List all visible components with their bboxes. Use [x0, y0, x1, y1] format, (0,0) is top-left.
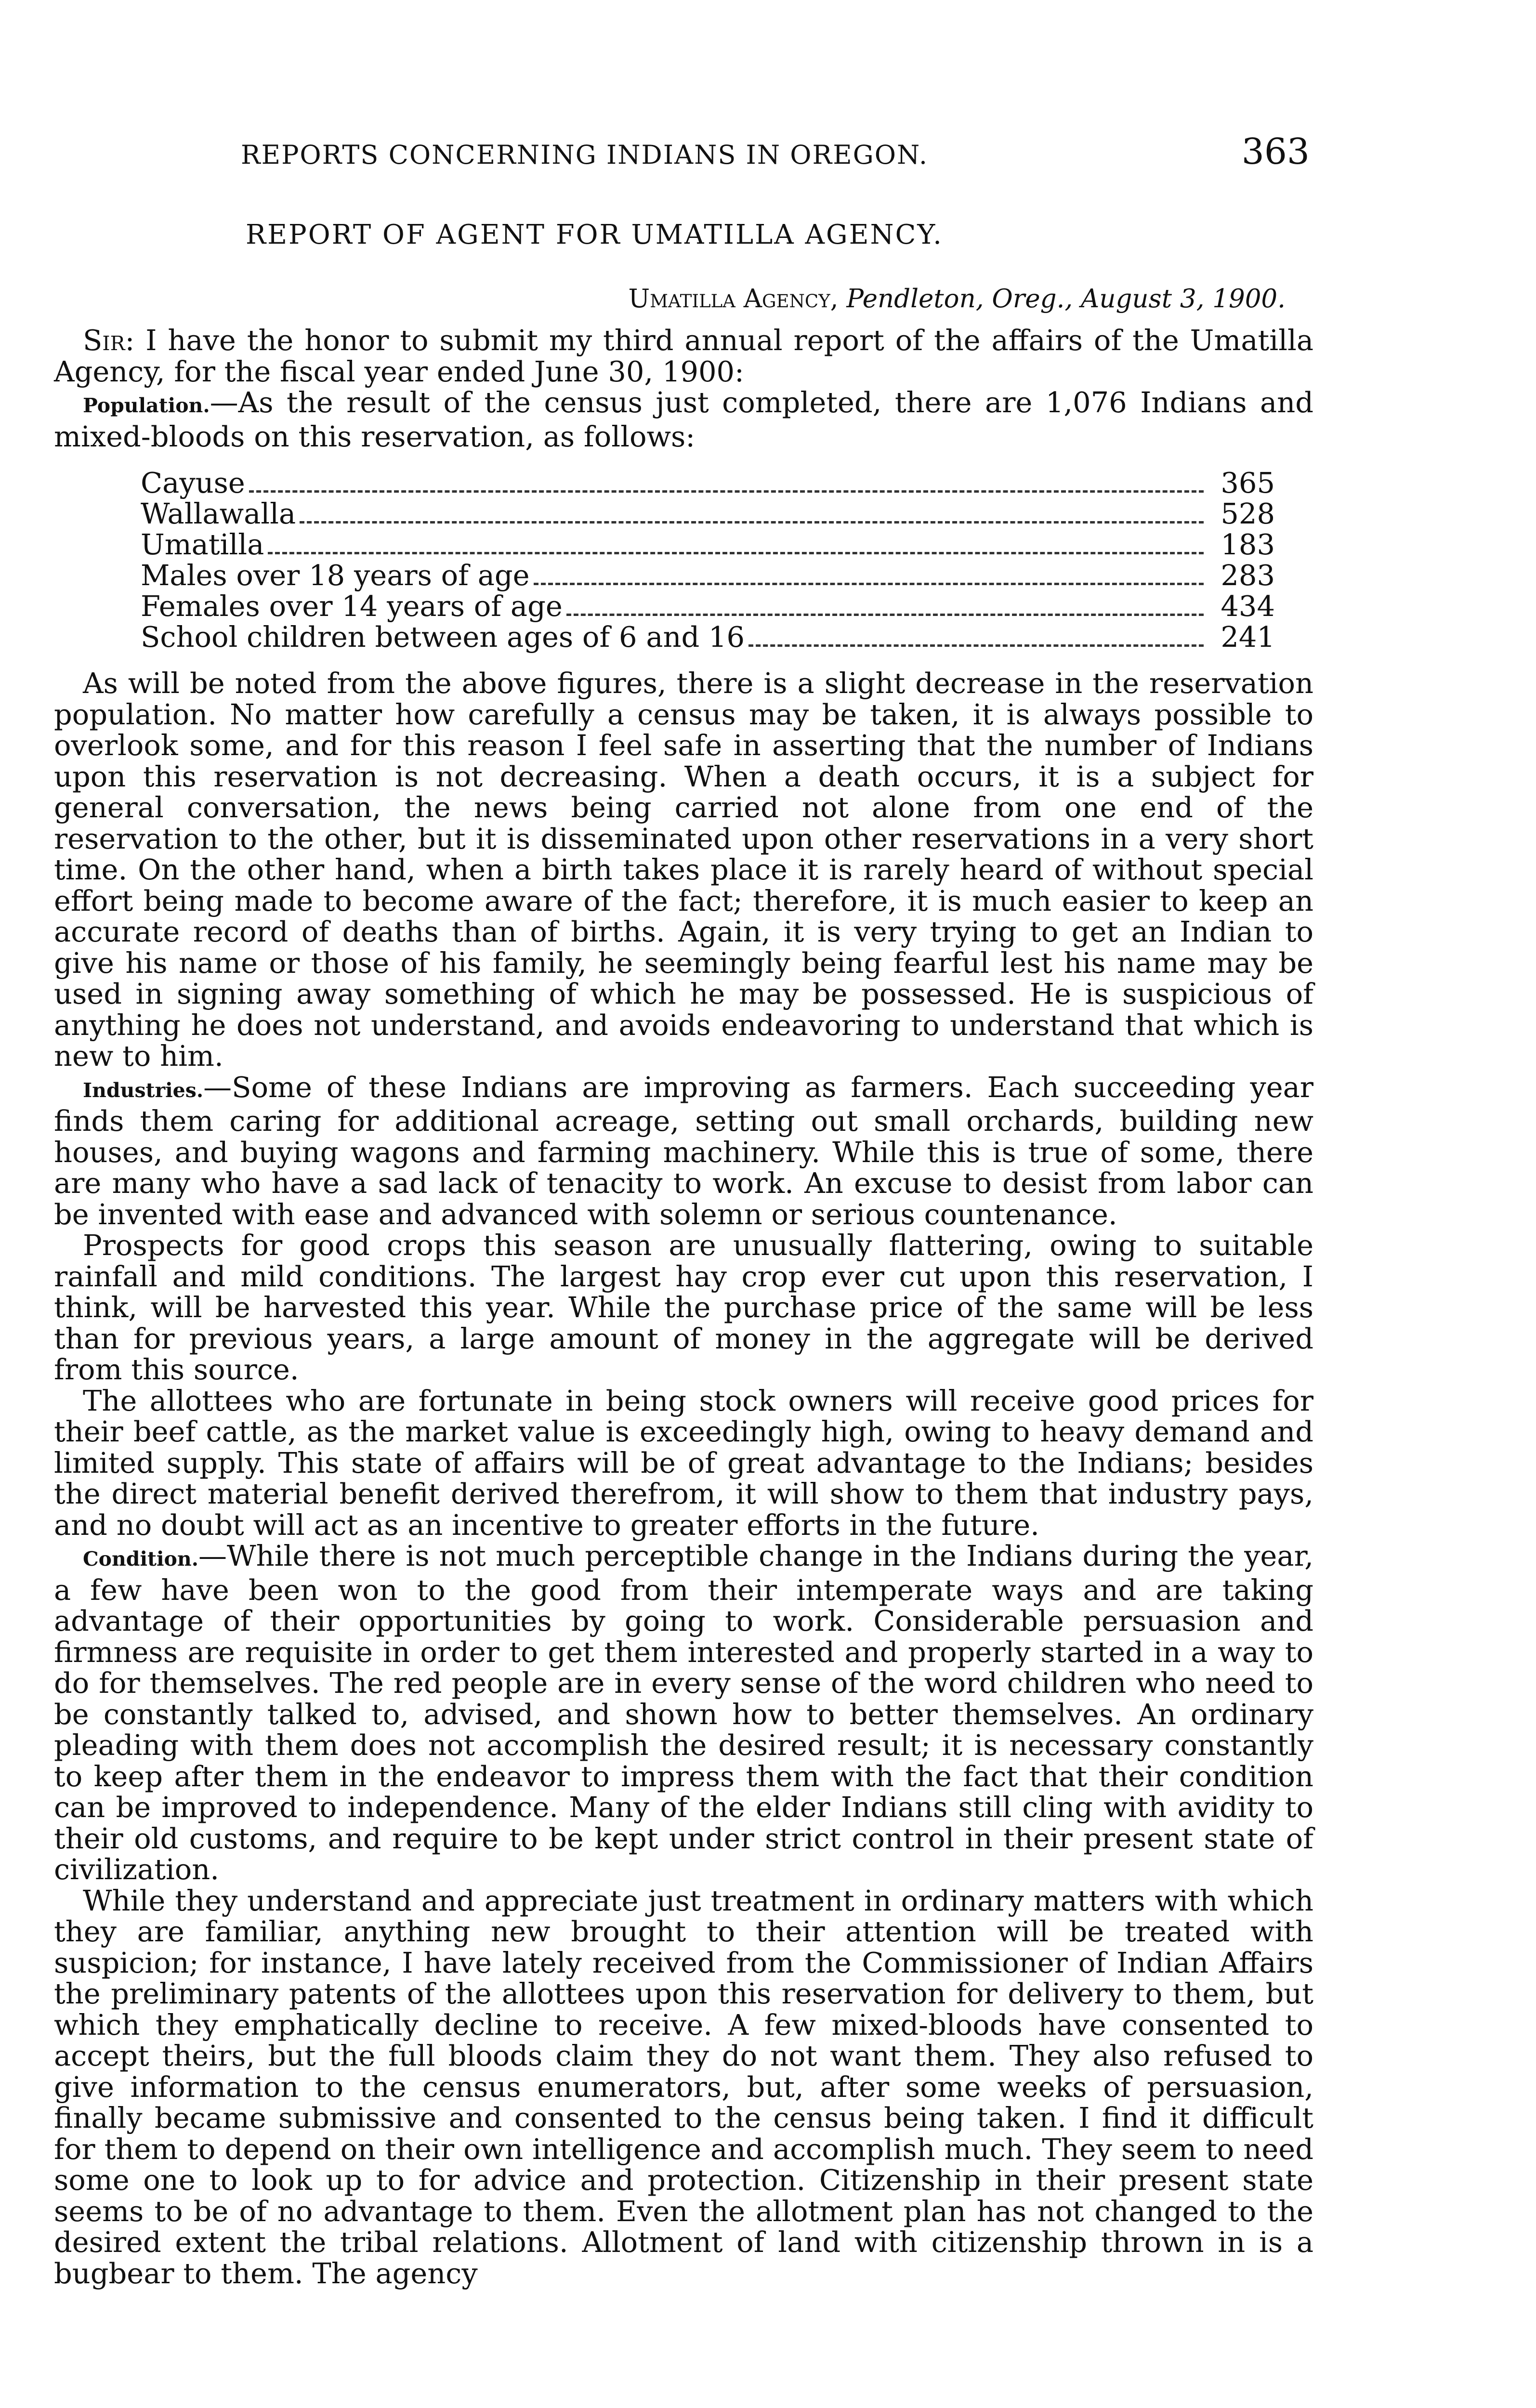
- dateline-place: Pendleton, Oreg., August 3, 1900.: [846, 284, 1286, 314]
- industries-text: —Some of these Indians are improving as farmers. Each succeeding year finds them caring for additional acreage, setting out small orchards, building new houses, and buying wagons and farming machinery. While this is true of some, there are many who have a sad lack of tenacity to work. An excuse to desist from labor can be invented with ease and advanced with solemn or serious countenance.: [54, 1070, 1313, 1231]
- population-paragraph: [54, 387, 1313, 452]
- population-row: [141, 468, 1275, 498]
- population-text: —As the result of the census just completed, there are 1,076 Indians and mixed-bloods on this reservation, as follows:: [54, 386, 1313, 453]
- population-row: [141, 622, 1275, 653]
- leader-dots: [249, 490, 1204, 493]
- leader-dots: [748, 644, 1204, 647]
- report-body: [54, 325, 1313, 2289]
- census-paragraph: As will be noted from the above figures, there is a slight decrease in the reservation population. No matter how carefully a census may be taken, it is always possible to overlook some, and for this reason I feel safe in asserting that the number of Indians upon this reservation is not decreasing. When a death occurs, it is a subject for general conversation, the news being carried not alone from one end of the reservation to the other, but it is disseminated upon other reservations in a very short time. On the other hand, when a birth takes place it is rarely heard of without special effort being made to become aware of the fact; therefore, it is much easier to keep an accurate record of deaths than of births. Again, it is very trying to get an Indian to give his name or those of his family, he seemingly being fearful lest his name may be used in signing away something of which he may be possessed. He is suspicious of anything he does not understand, and avoids endeavoring to understand that which is new to him.: [54, 667, 1313, 1073]
- population-row: [141, 591, 1275, 622]
- dateline: [628, 284, 1286, 314]
- page-number: 363: [1241, 131, 1310, 172]
- population-row-label: Cayuse: [141, 466, 245, 499]
- leader-dots: [268, 552, 1204, 554]
- population-row-label: School children between ages of 6 and 16: [141, 620, 745, 654]
- running-head: REPORTS CONCERNING INDIANS IN OREGON.: [241, 140, 929, 170]
- population-row-label: Umatilla: [141, 528, 264, 561]
- condition-text: —While there is not much perceptible change in the Indians during the year, a few have been won to the good from their intemperate ways and are taking advantage of their opportunities by going to work. Considerable persuasion and firmness are requisite in order to get them interested and properly started in a way to do for themselves. The red people are in every sense of the word children who need to be constantly talked to, advised, and shown how to better themselves. An ordinary pleading with them does not accomplish the desired result; it is necessary constantly to keep after them in the endeavor to impress them with the fact that their condition can be improved to independence. Many of the elder Indians still cling with avidity to their old customs, and require to be kept under strict control in their present state of civilization.: [54, 1539, 1313, 1886]
- population-row: [141, 560, 1275, 591]
- population-row-value: 528: [1221, 497, 1275, 530]
- salutation: Sir:: [83, 324, 135, 357]
- report-title: REPORT OF AGENT FOR UMATILLA AGENCY.: [246, 219, 943, 250]
- population-row: [141, 529, 1275, 560]
- population-row-label: Females over 14 years of age: [141, 589, 563, 623]
- industries-paragraph: [54, 1072, 1313, 1230]
- population-row-value: 183: [1221, 528, 1275, 561]
- leader-dots: [534, 583, 1204, 585]
- dateline-agency: Umatilla Agency,: [628, 284, 839, 314]
- condition-paragraph: [54, 1541, 1313, 1885]
- population-row-value: 283: [1221, 559, 1275, 592]
- population-table: [141, 468, 1275, 653]
- stock-paragraph: The allottees who are fortunate in being stock owners will receive good prices for their beef cattle, as the market value is exceedingly high, owing to heavy demand and limited supply. This state of affairs will be of great advantage to the Indians; besides the direct material benefit derived therefrom, it will show to them that industry pays, and no doubt will act as an incentive to greater efforts in the future.: [54, 1384, 1313, 1542]
- industries-heading: Industries.: [83, 1078, 204, 1102]
- condition-heading: Condition.: [83, 1547, 198, 1570]
- crops-paragraph: Prospects for good crops this season are unusually flattering, owing to suitable rainfall and mild conditions. The largest hay crop ever cut upon this reservation, I think, will be harvested this year. While the purchase price of the same will be less than for previous years, a large amount of money in the aggregate will be derived from this source.: [54, 1229, 1313, 1386]
- allotment-paragraph: While they understand and appreciate just treatment in ordinary matters with which they are familiar, anything new brought to their attention will be treated with suspicion; for instance, I have lately received from the Commissioner of Indian Affairs the preliminary patents of the allottees upon this reservation for delivery to them, but which they emphatically decline to receive. A few mixed-bloods have consented to accept theirs, but the full bloods claim they do not want them. They also refused to give information to the census enumerators, but, after some weeks of persuasion, finally became submissive and consented to the census being taken. I find it difficult for them to depend on their own intelligence and accomplish much. They seem to need some one to look up to for advice and protection. Citizenship in their present state seems to be of no advantage to them. Even the allotment plan has not changed to the desired extent the tribal relations. Allotment of land with citizenship thrown in is a bugbear to them. The agency: [54, 1884, 1313, 2290]
- intro-paragraph: [54, 325, 1313, 387]
- population-row-value: 365: [1221, 466, 1275, 499]
- leader-dots: [300, 521, 1204, 523]
- population-row-label: Wallawalla: [141, 497, 296, 530]
- intro-text: I have the honor to submit my third annual report of the affairs of the Umatilla Agency, for the fiscal year ended June 30, 1900:: [54, 324, 1313, 388]
- population-row-value: 241: [1221, 620, 1275, 654]
- population-row: [141, 498, 1275, 529]
- leader-dots: [566, 614, 1204, 616]
- population-row-label: Males over 18 years of age: [141, 559, 530, 592]
- population-heading: Population.: [83, 394, 210, 417]
- population-row-value: 434: [1221, 589, 1275, 623]
